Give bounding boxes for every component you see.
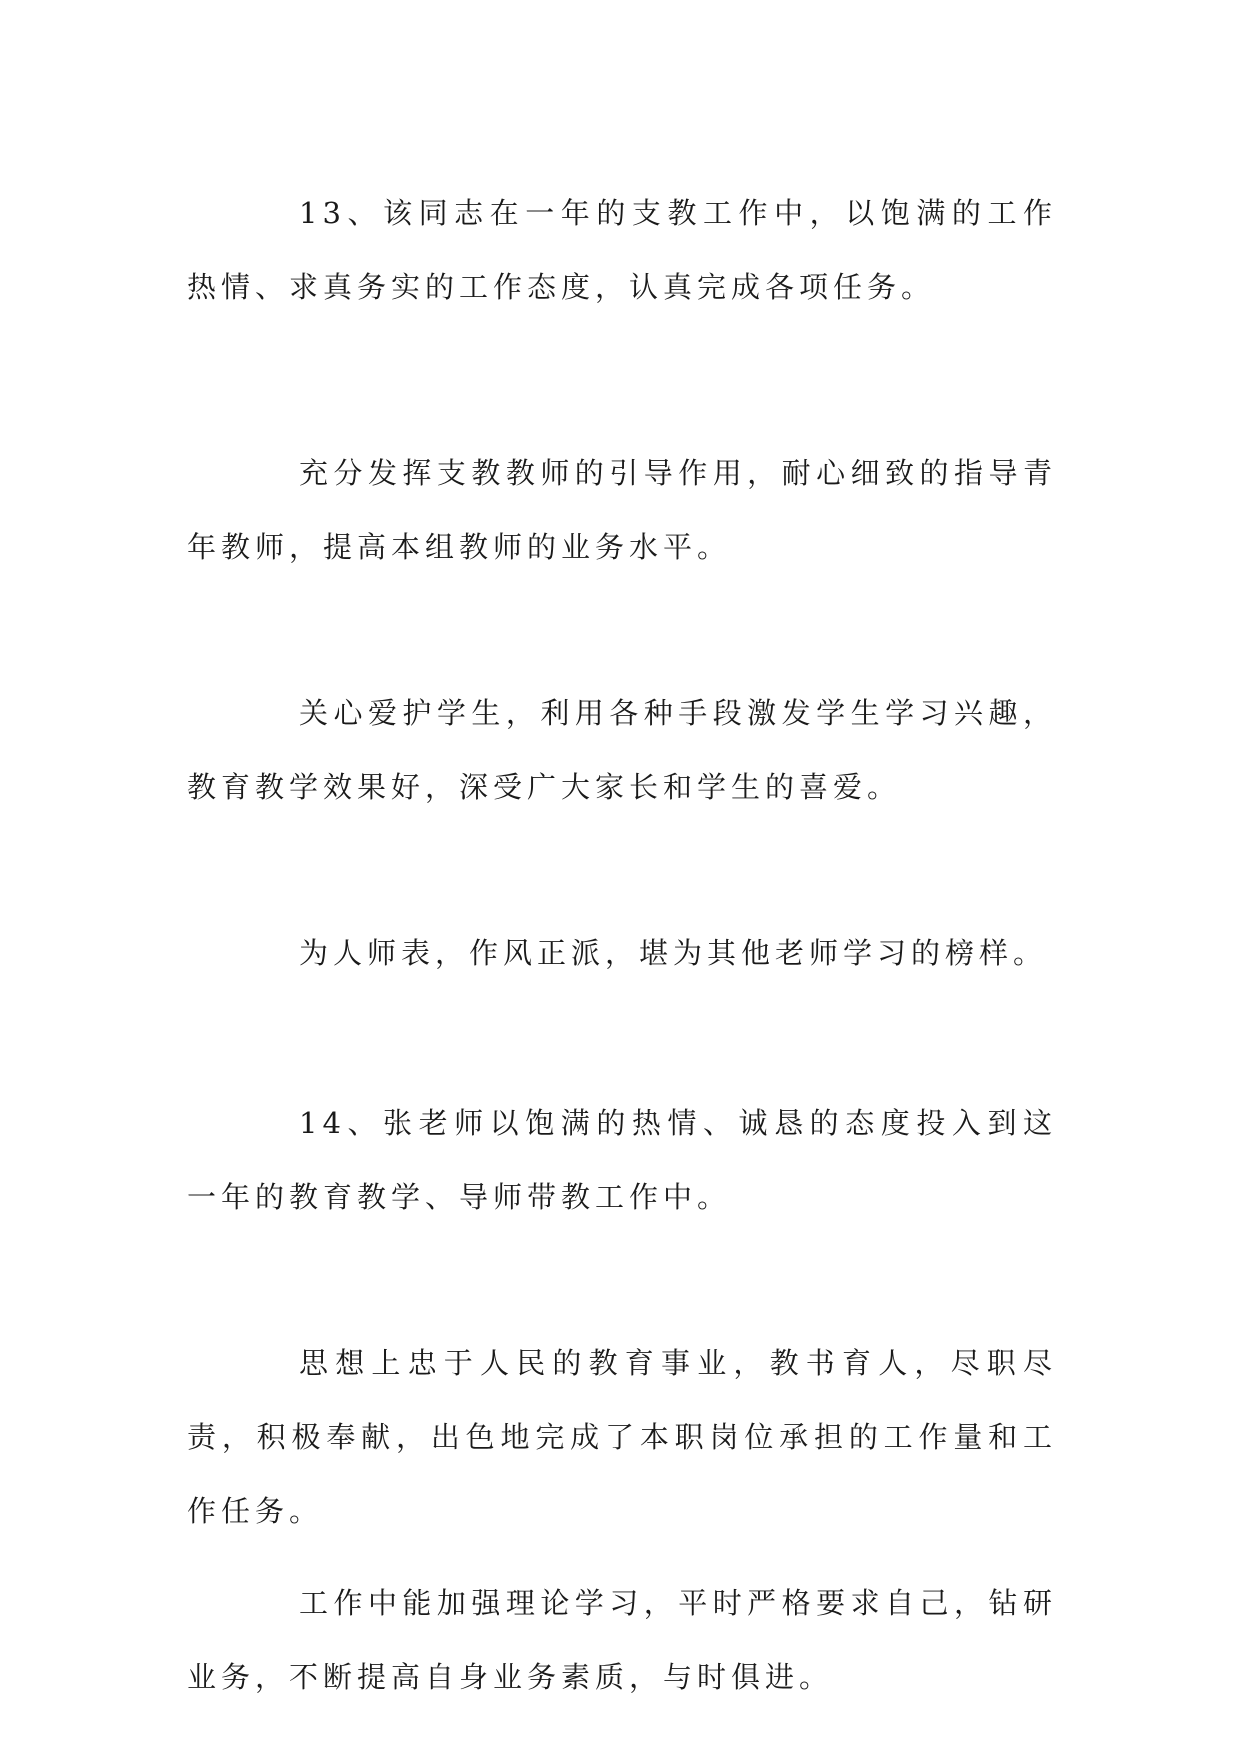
paragraph-1: 13、该同志在一年的支教工作中，以饱满的工作热情、求真务实的工作态度，认真完成各项任务。: [187, 196, 1057, 304]
paragraph-6: 思想上忠于人民的教育事业，教书育人，尽职尽责，积极奉献，出色地完成了本职岗位承担的工作量和工作任务。: [187, 1346, 1057, 1528]
paragraph-7: 工作中能加强理论学习，平时严格要求自己，钻研业务，不断提高自身业务素质，与时俱进。: [187, 1586, 1057, 1694]
paragraph-3: 关心爱护学生，利用各种手段激发学生学习兴趣，教育教学效果好，深受广大家长和学生的喜爱。: [187, 696, 1057, 804]
paragraph-5: 14、张老师以饱满的热情、诚恳的态度投入到这一年的教育教学、导师带教工作中。: [187, 1106, 1057, 1214]
paragraph-2: 充分发挥支教教师的引导作用，耐心细致的指导青年教师，提高本组教师的业务水平。: [187, 456, 1057, 564]
paragraph-4: 为人师表，作风正派，堪为其他老师学习的榜样。: [299, 936, 1048, 970]
